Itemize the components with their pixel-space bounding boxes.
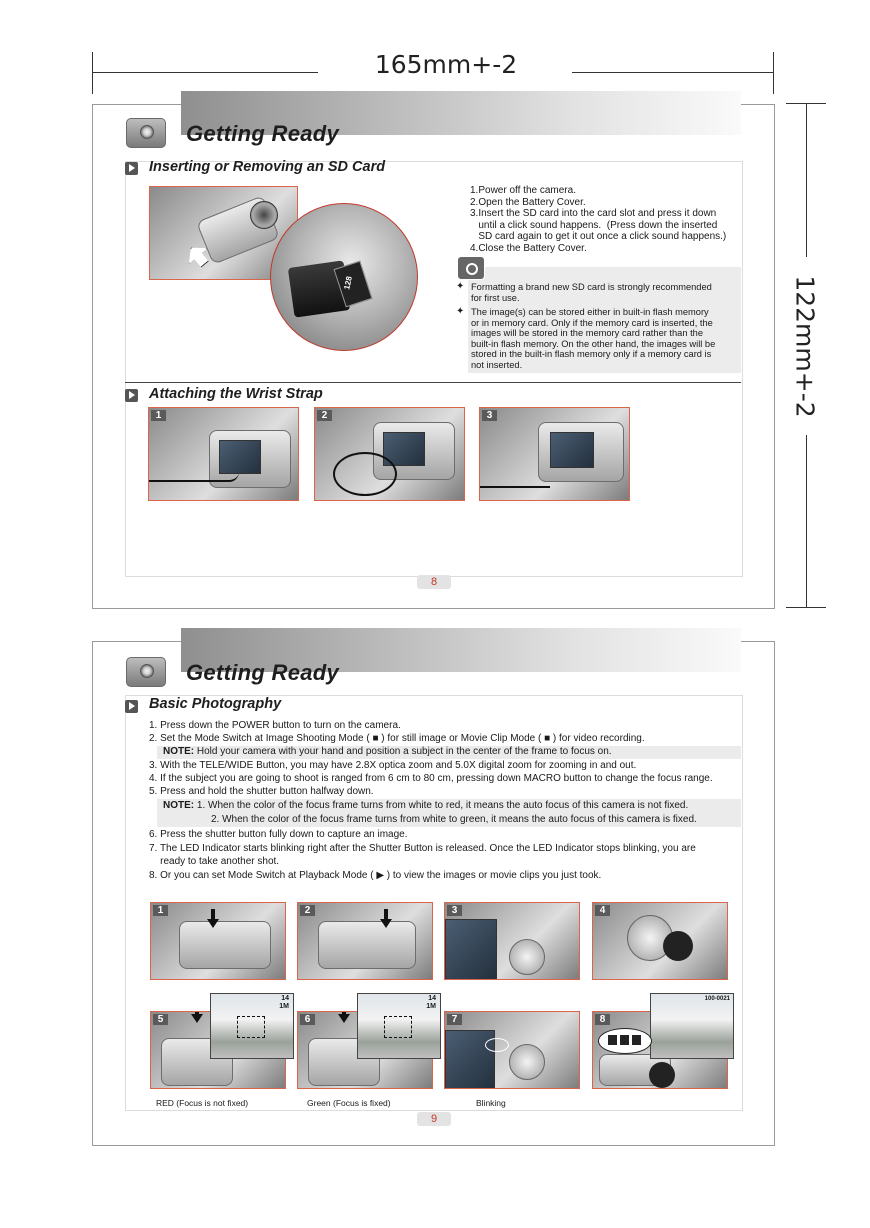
strap-loop <box>333 452 397 496</box>
step-line: 2.Open the Battery Cover. <box>470 196 586 208</box>
photo-number: 2 <box>317 410 332 421</box>
height-tick-bottom <box>786 607 826 608</box>
lcd-screen <box>445 919 497 980</box>
tip-line: The image(s) can be stored either in built-in flash memory <box>471 307 709 317</box>
tip-line: not inserted. <box>471 359 523 370</box>
caption-blinking: Blinking <box>476 1098 506 1108</box>
step-line: 3.Insert the SD card into the card slot and press it down <box>470 208 717 219</box>
photo-number: 1 <box>153 905 168 916</box>
lcd-readout-shots: 14 <box>428 995 436 1002</box>
step-line: SD card again to get it out once a click sound happens.) <box>470 231 727 242</box>
page-8 <box>92 104 775 609</box>
step-line: 4.Close the Battery Cover. <box>470 242 587 254</box>
photo-step-1 <box>150 902 286 980</box>
section-divider <box>125 382 741 383</box>
section-heading: Inserting or Removing an SD Card <box>149 159 386 175</box>
section-heading: Attaching the Wrist Strap <box>149 386 323 402</box>
control-dial <box>509 1044 545 1080</box>
mode-icons <box>608 1035 642 1045</box>
preview-scene-green <box>357 993 441 1059</box>
lcd-readout-shots: 14 <box>281 995 289 1002</box>
tip-line: images will be stored in the memory card rather than the <box>471 328 704 339</box>
photo-number: 6 <box>300 1014 315 1025</box>
press-arrow-head <box>207 919 219 928</box>
note-text: 1. When the color of the focus frame turns from white to red, it means the auto focus of this camera is not fixed. <box>194 800 689 811</box>
photo-strap-step-3 <box>479 407 630 501</box>
sd-card-label: 128 <box>342 275 354 291</box>
photo-number: 3 <box>447 905 462 916</box>
caption-red-focus: RED (Focus is not fixed) <box>156 1098 249 1108</box>
photo-step-7 <box>444 1011 580 1089</box>
section-arrow-icon <box>125 700 138 713</box>
photo-step-3 <box>444 902 580 980</box>
step-line: 1.Power off the camera. <box>470 185 576 196</box>
note-2-line-2: 2. When the color of the focus frame turns from white to green, it means the auto focus of this camera is fixed. <box>211 814 697 825</box>
step-4: 4. If the subject you are going to shoot is ranged from 6 cm to 80 cm, pressing down MACRO button to change the focus range. <box>149 773 713 784</box>
tip-line: for first use. <box>471 292 520 303</box>
photo-insert-sd-card <box>270 203 418 351</box>
photo-number: 1 <box>151 410 166 421</box>
press-arrow-head <box>338 1014 350 1023</box>
step-1: 1. Press down the POWER button to turn on the camera. <box>149 720 401 731</box>
width-dimension-label: 165mm+-2 <box>374 50 518 79</box>
note-text: Hold your camera with your hand and position a subject in the center of the frame to focus on. <box>194 746 612 757</box>
page-number: 9 <box>417 1112 451 1126</box>
press-arrow-head <box>380 919 392 928</box>
sd-card-steps <box>470 185 726 254</box>
lcd-screen <box>219 440 261 474</box>
finger <box>649 1062 675 1088</box>
photo-step-4 <box>592 902 728 980</box>
tip-line: stored in the built-in flash memory only if a memory card is <box>471 349 712 360</box>
tip-camera-icon <box>457 256 485 280</box>
tip-storage <box>471 307 715 371</box>
press-arrow-head <box>191 1014 203 1023</box>
lcd-readout-size: 1M <box>279 1003 289 1010</box>
page-title: Getting Ready <box>186 660 340 685</box>
height-dimension-line-top <box>806 104 807 257</box>
camera-icon <box>126 118 166 148</box>
width-tick-right <box>773 52 774 94</box>
caption-green-focus: Green (Focus is fixed) <box>307 1098 391 1108</box>
section-arrow-icon <box>125 162 138 175</box>
height-tick-top <box>786 103 826 104</box>
width-dimension-line-right <box>572 72 774 73</box>
playback-scene <box>650 993 734 1059</box>
note-label: NOTE: <box>163 800 195 811</box>
finger <box>663 931 693 961</box>
press-arrow <box>211 909 215 919</box>
photo-step-2 <box>297 902 433 980</box>
section-heading: Basic Photography <box>149 696 282 712</box>
focus-frame <box>237 1016 265 1038</box>
preview-scene-red <box>210 993 294 1059</box>
note-2 <box>163 800 688 812</box>
playback-readout: 100-0021 <box>704 996 730 1002</box>
width-tick-left <box>92 52 93 94</box>
step-6: 6. Press the shutter button fully down to capture an image. <box>149 829 408 840</box>
step-5: 5. Press and hold the shutter button halfway down. <box>149 786 374 797</box>
photo-strap-step-2 <box>314 407 465 501</box>
tip-bullet: ✦ <box>456 306 465 317</box>
section-arrow-icon <box>125 389 138 402</box>
focus-frame <box>384 1016 412 1038</box>
strap <box>480 486 550 488</box>
tip-bullet: ✦ <box>456 281 465 292</box>
step-2: 2. Set the Mode Switch at Image Shooting Mode ( ■ ) for still image or Movie Clip Mode ( ■ ) for video recording. <box>149 733 645 744</box>
tip-formatting <box>471 282 712 303</box>
mode-switch-oval <box>598 1028 652 1054</box>
note-1 <box>163 746 612 758</box>
height-dimension-label: 122mm+-2 <box>790 275 820 418</box>
tip-line: built-in flash memory. On the other hand, the images will be <box>471 338 716 349</box>
step-7-cont: ready to take another shot. <box>149 856 280 867</box>
camera-body <box>318 921 416 969</box>
width-dimension-line-left <box>92 72 318 73</box>
page-9 <box>92 641 775 1146</box>
tip-line: or in memory card. Only if the memory card is inserted, the <box>471 317 713 328</box>
lens <box>250 201 278 229</box>
step-3: 3. With the TELE/WIDE Button, you may have 2.8X optica zoom and 5.0X digital zoom for zooming in and out. <box>149 760 637 771</box>
note-label: NOTE: <box>163 746 195 757</box>
lcd-screen <box>550 432 594 468</box>
control-dial <box>509 939 545 975</box>
photo-number: 2 <box>300 905 315 916</box>
step-7: 7. The LED Indicator starts blinking right after the Shutter Button is released. Once the LED Indicator stops blinking, you are <box>149 843 696 854</box>
photo-number: 5 <box>153 1014 168 1025</box>
photo-number: 4 <box>595 905 610 916</box>
page-number: 8 <box>417 575 451 589</box>
photo-strap-step-1 <box>148 407 299 501</box>
camera-body <box>179 921 271 969</box>
height-dimension-line-bottom <box>806 435 807 607</box>
lcd-readout-size: 1M <box>426 1003 436 1010</box>
step-8: 8. Or you can set Mode Switch at Playback Mode ( ▶ ) to view the images or movie clips you just took. <box>149 870 602 881</box>
lcd-screen <box>445 1030 495 1089</box>
photo-number: 3 <box>482 410 497 421</box>
led-indicator <box>485 1038 509 1052</box>
photo-number: 8 <box>595 1014 610 1025</box>
page-title: Getting Ready <box>186 121 340 146</box>
press-arrow <box>384 909 388 919</box>
photo-number: 7 <box>447 1014 462 1025</box>
tip-line: Formatting a brand new SD card is strongly recommended <box>471 282 712 292</box>
strap <box>149 472 239 482</box>
tip-camera-lens <box>466 263 478 275</box>
step-line: until a click sound happens. (Press down the inserted <box>470 219 718 231</box>
camera-icon <box>126 657 166 687</box>
